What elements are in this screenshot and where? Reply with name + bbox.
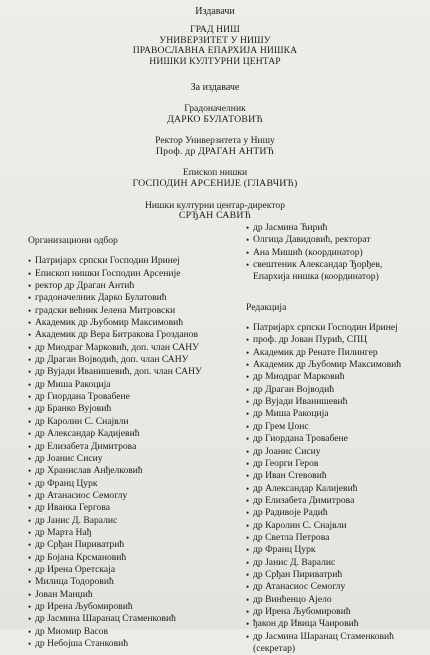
list-item: • др Ирена Оретскаја [28,564,233,576]
signatory-role: Градоначелник [184,103,246,114]
for-publishers-label: За издаваче [190,82,240,93]
list-item: • др Миомир Васов [28,626,233,638]
list-item: • др Миша Ракоција [28,379,233,391]
signatory-role: Епископ нишки [182,167,248,179]
list-item: • др Атанасиос Семоглу [246,581,430,593]
list-item: • др Марта Нађ [28,527,233,539]
list-item: • др Каролин С. Снајвли [28,416,233,428]
list-item: • Академик др Ренате Пилингер [246,347,430,359]
list-item: • др Елизабета Димитрова [246,495,430,507]
organizing-committee-heading: Организациони одбор [28,235,118,246]
list-item: • др Бранко Вујовић [28,403,233,415]
list-item: • др Франц Цурк [28,478,233,490]
list-item: • др Иванка Гергова [28,502,233,514]
list-item: • градоначелник Дарко Булатовић [28,292,233,304]
publishers-label: Издавачи [195,6,235,17]
list-item: • др Драган Војводић [246,384,430,396]
list-item: • др Александар Калијевић [246,483,430,495]
list-item: • др Елизабета Димитрова [28,441,233,453]
publisher-city: ГРАД НИШ [190,24,240,35]
list-item: • др Јоанис Сисиу [28,453,233,465]
list-item: • др Јанис Д. Варалис [28,515,233,527]
signatory-name: Проф. др ДРАГАН АНТИЋ [155,145,275,157]
list-item: • свештеник Александар Ђорђев, [246,259,430,271]
for-publishers-block [0,82,430,222]
list-item: • др Светла Петрова [246,532,430,544]
list-item: • др Винћенцо Ајело [246,594,430,606]
organizing-committee-list [28,255,233,650]
signatory-role: Ректор Универзитета у Нишу [155,135,275,147]
list-item: • др Каролин С. Снајвли [246,520,430,532]
publisher-eparchy: ПРАВОСЛАВНА ЕПАРХИЈА НИШКА [132,45,298,56]
list-item: • Академик др Љубомир Максимовић [28,317,233,329]
list-item: • Патријарх српски Господин Иринеј [246,322,430,334]
list-item: • др Грем Џонс [246,421,430,433]
list-item: • Патријарх српски Господин Иринеј [28,255,233,267]
list-item: • др Јанис Д. Варалис [246,557,430,569]
list-item: • градски већник Јелена Митровски [28,305,233,317]
list-item: • Милица Тодоровић [28,576,233,588]
editorial-board-list [246,322,430,643]
signatory-mayor [0,104,430,125]
signatory-director [0,201,430,222]
list-item: • др Гиорданa Тровабене [28,391,233,403]
list-item: • др Иван Стевовић [246,470,430,482]
list-item: • ректор др Драган Антић [28,280,233,292]
list-item: • Јован Манџић [28,589,233,601]
signatory-rector [0,136,430,157]
list-item: • др Јасмина Шаранац Стаменковић [246,631,430,643]
signatory-name: ДАРКО БУЛАТОВИЋ [167,113,263,125]
publisher-cultural-center: НИШКИ КУЛТУРНИ ЦЕНТАР [149,55,281,67]
list-item: • Академик др Вера Битракова Грозданов [28,329,233,341]
list-item: • др Франц Цурк [246,544,430,556]
list-item: • др Срђан Пириватрић [246,569,430,581]
list-item: • др Ирена Љубомировић [246,606,430,618]
list-item: • др Хранислав Анђелковић [28,465,233,477]
list-item: • проф. др Јован Пурић, СПЦ [246,334,430,346]
list-item: • др Миша Ракоција [246,408,430,420]
list-item: • др Миодраг Марковић [246,371,430,383]
list-item: • др Радивоје Радић [246,507,430,519]
list-item: • ђакон др Ивица Чаировић [246,618,430,630]
signatory-role: Нишки културни центар-директор [144,199,285,211]
list-item: • др Драган Војводић, доп. члан САНУ [28,354,233,366]
list-item: • др Ирена Љубомировић [28,601,233,613]
organizing-committee [28,235,233,650]
list-item: • Олгица Давидовић, ректорат [246,234,430,246]
list-item: • Епископ нишки Господин Арсеније [28,268,233,280]
organizing-committee-continued-list [246,222,430,271]
list-item: • др Вујади Иванишевић [246,396,430,408]
list-item: • др Георги Геров [246,458,430,470]
list-item: • др Јасмина Ћирић [246,222,430,234]
list-item: • др Јасмина Шаранац Стаменковић [28,613,233,625]
list-item-continuation: Епархија нишка (координатор) [253,271,379,283]
list-item: • др Бојана Крсмановић [28,552,233,564]
list-item: • др Срђан Пириватрић [28,539,233,551]
list-item: • др Гиорданa Тровабене [246,433,430,445]
publisher-university: УНИВЕРЗИТЕТ У НИШУ [159,34,271,46]
list-item: • Академик др Љубомир Максимовић [246,359,430,371]
list-item: • др Александар Кадијевић [28,428,233,440]
editorial-board-heading: Редакција [246,301,287,313]
signatory-name: СРЂАН САВИЋ [178,210,252,222]
list-item: • др Вујади Иванишевић, доп. члан САНУ [28,366,233,378]
list-item: • др Миодраг Марковић, доп. члан САНУ [28,342,233,354]
list-item: • др Атанасиос Семоглу [28,490,233,502]
right-column [246,222,430,655]
publishers-block [0,6,430,67]
list-item: • др Јоанис Сисиу [246,446,430,458]
list-item: • др Небојша Станковић [28,638,233,650]
signatory-name: ГОСПОДИН АРСЕНИЈЕ (ГЛАВЧИЋ) [132,177,298,189]
list-item-continuation: (секретар) [253,643,296,654]
list-item: • Ана Мишић (координатор) [246,247,430,259]
signatory-bishop [0,168,430,189]
